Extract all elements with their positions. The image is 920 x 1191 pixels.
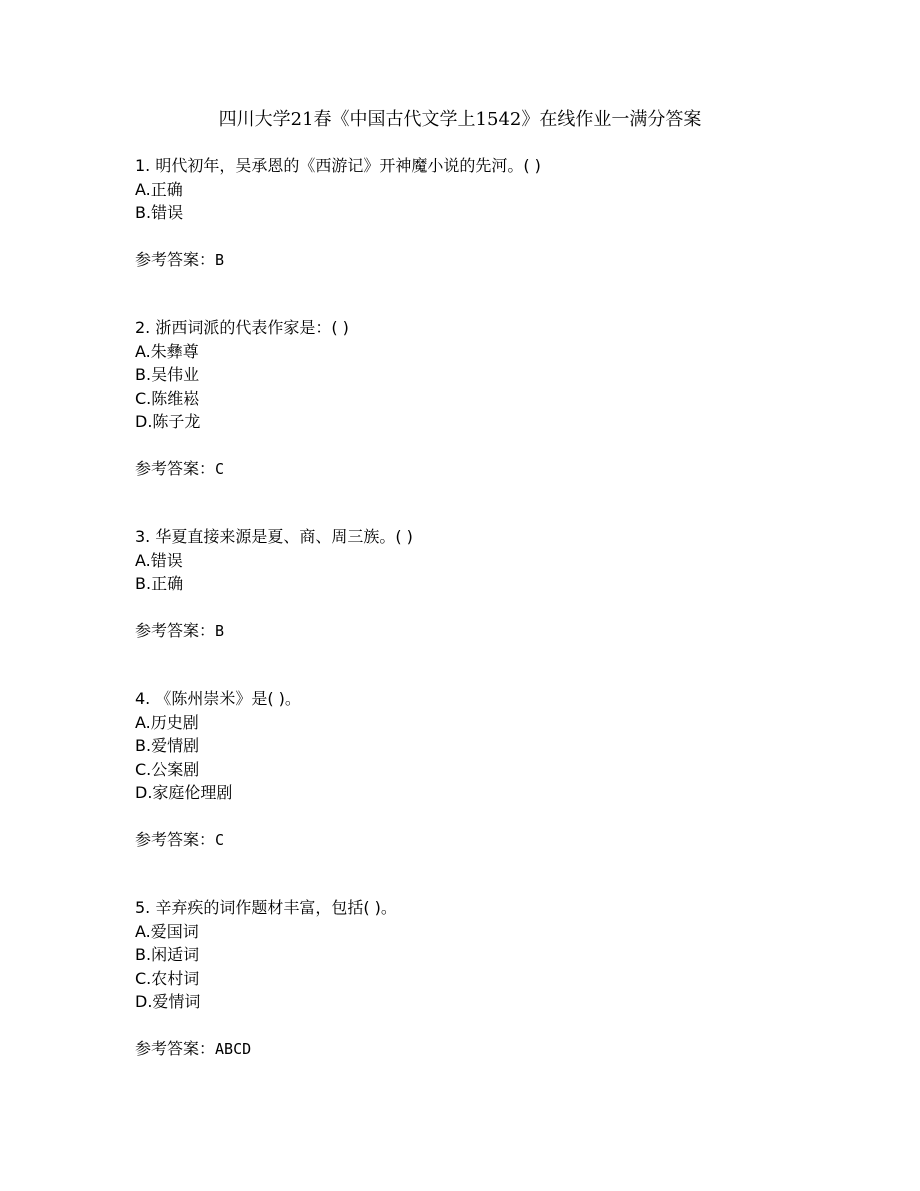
answer-value: ABCD [215, 1039, 252, 1058]
option-list [135, 549, 835, 596]
question-2 [135, 316, 835, 480]
answer-label: 参考答案： [135, 1038, 216, 1058]
option-a: A.正确 [135, 179, 183, 199]
question-1 [135, 154, 835, 271]
option-b: B.正确 [135, 574, 184, 593]
option-b: B.吴伟业 [135, 365, 200, 384]
reference-answer [135, 828, 835, 852]
answer-label: 参考答案： [135, 620, 216, 640]
option-b: B.错误 [135, 203, 184, 222]
question-text: 4. 《陈州崇米》是( )。 [135, 689, 301, 708]
question-text: 1. 明代初年，吴承恩的《西游记》开神魔小说的先河。( ) [135, 156, 541, 175]
option-a: A.历史剧 [135, 712, 199, 732]
reference-answer [135, 457, 835, 481]
question-4 [135, 687, 835, 851]
question-list [135, 154, 835, 1105]
option-d: D.家庭伦理剧 [135, 783, 233, 802]
option-a: A.爱国词 [135, 921, 199, 941]
answer-label: 参考答案： [135, 249, 216, 269]
reference-answer [135, 1037, 835, 1061]
reference-answer [135, 248, 835, 272]
document-title: 四川大学21春《中国古代文学上1542》在线作业一满分答案 [218, 109, 702, 130]
option-list [135, 340, 835, 434]
question-text: 5. 辛弃疾的词作题材丰富，包括( )。 [135, 898, 397, 917]
question-5 [135, 896, 835, 1060]
option-list [135, 920, 835, 1014]
reference-answer [135, 619, 835, 643]
option-a: A.错误 [135, 550, 183, 570]
option-c: C.陈维崧 [135, 388, 200, 408]
option-list [135, 178, 835, 225]
option-d: D.爱情词 [135, 992, 201, 1011]
question-3 [135, 525, 835, 642]
answer-value: C [215, 830, 225, 849]
answer-value: B [215, 250, 225, 269]
answer-label: 参考答案： [135, 829, 216, 849]
option-a: A.朱彝尊 [135, 341, 199, 361]
answer-value: B [215, 621, 225, 640]
option-list [135, 711, 835, 805]
answer-value: C [215, 459, 225, 478]
question-text: 3. 华夏直接来源是夏、商、周三族。( ) [135, 527, 413, 546]
option-b: B.爱情剧 [135, 736, 200, 755]
question-text: 2. 浙西词派的代表作家是：( ) [135, 318, 349, 337]
option-b: B.闲适词 [135, 945, 200, 964]
answer-label: 参考答案： [135, 458, 216, 478]
option-d: D.陈子龙 [135, 412, 201, 431]
option-c: C.农村词 [135, 968, 200, 988]
option-c: C.公案剧 [135, 759, 200, 779]
